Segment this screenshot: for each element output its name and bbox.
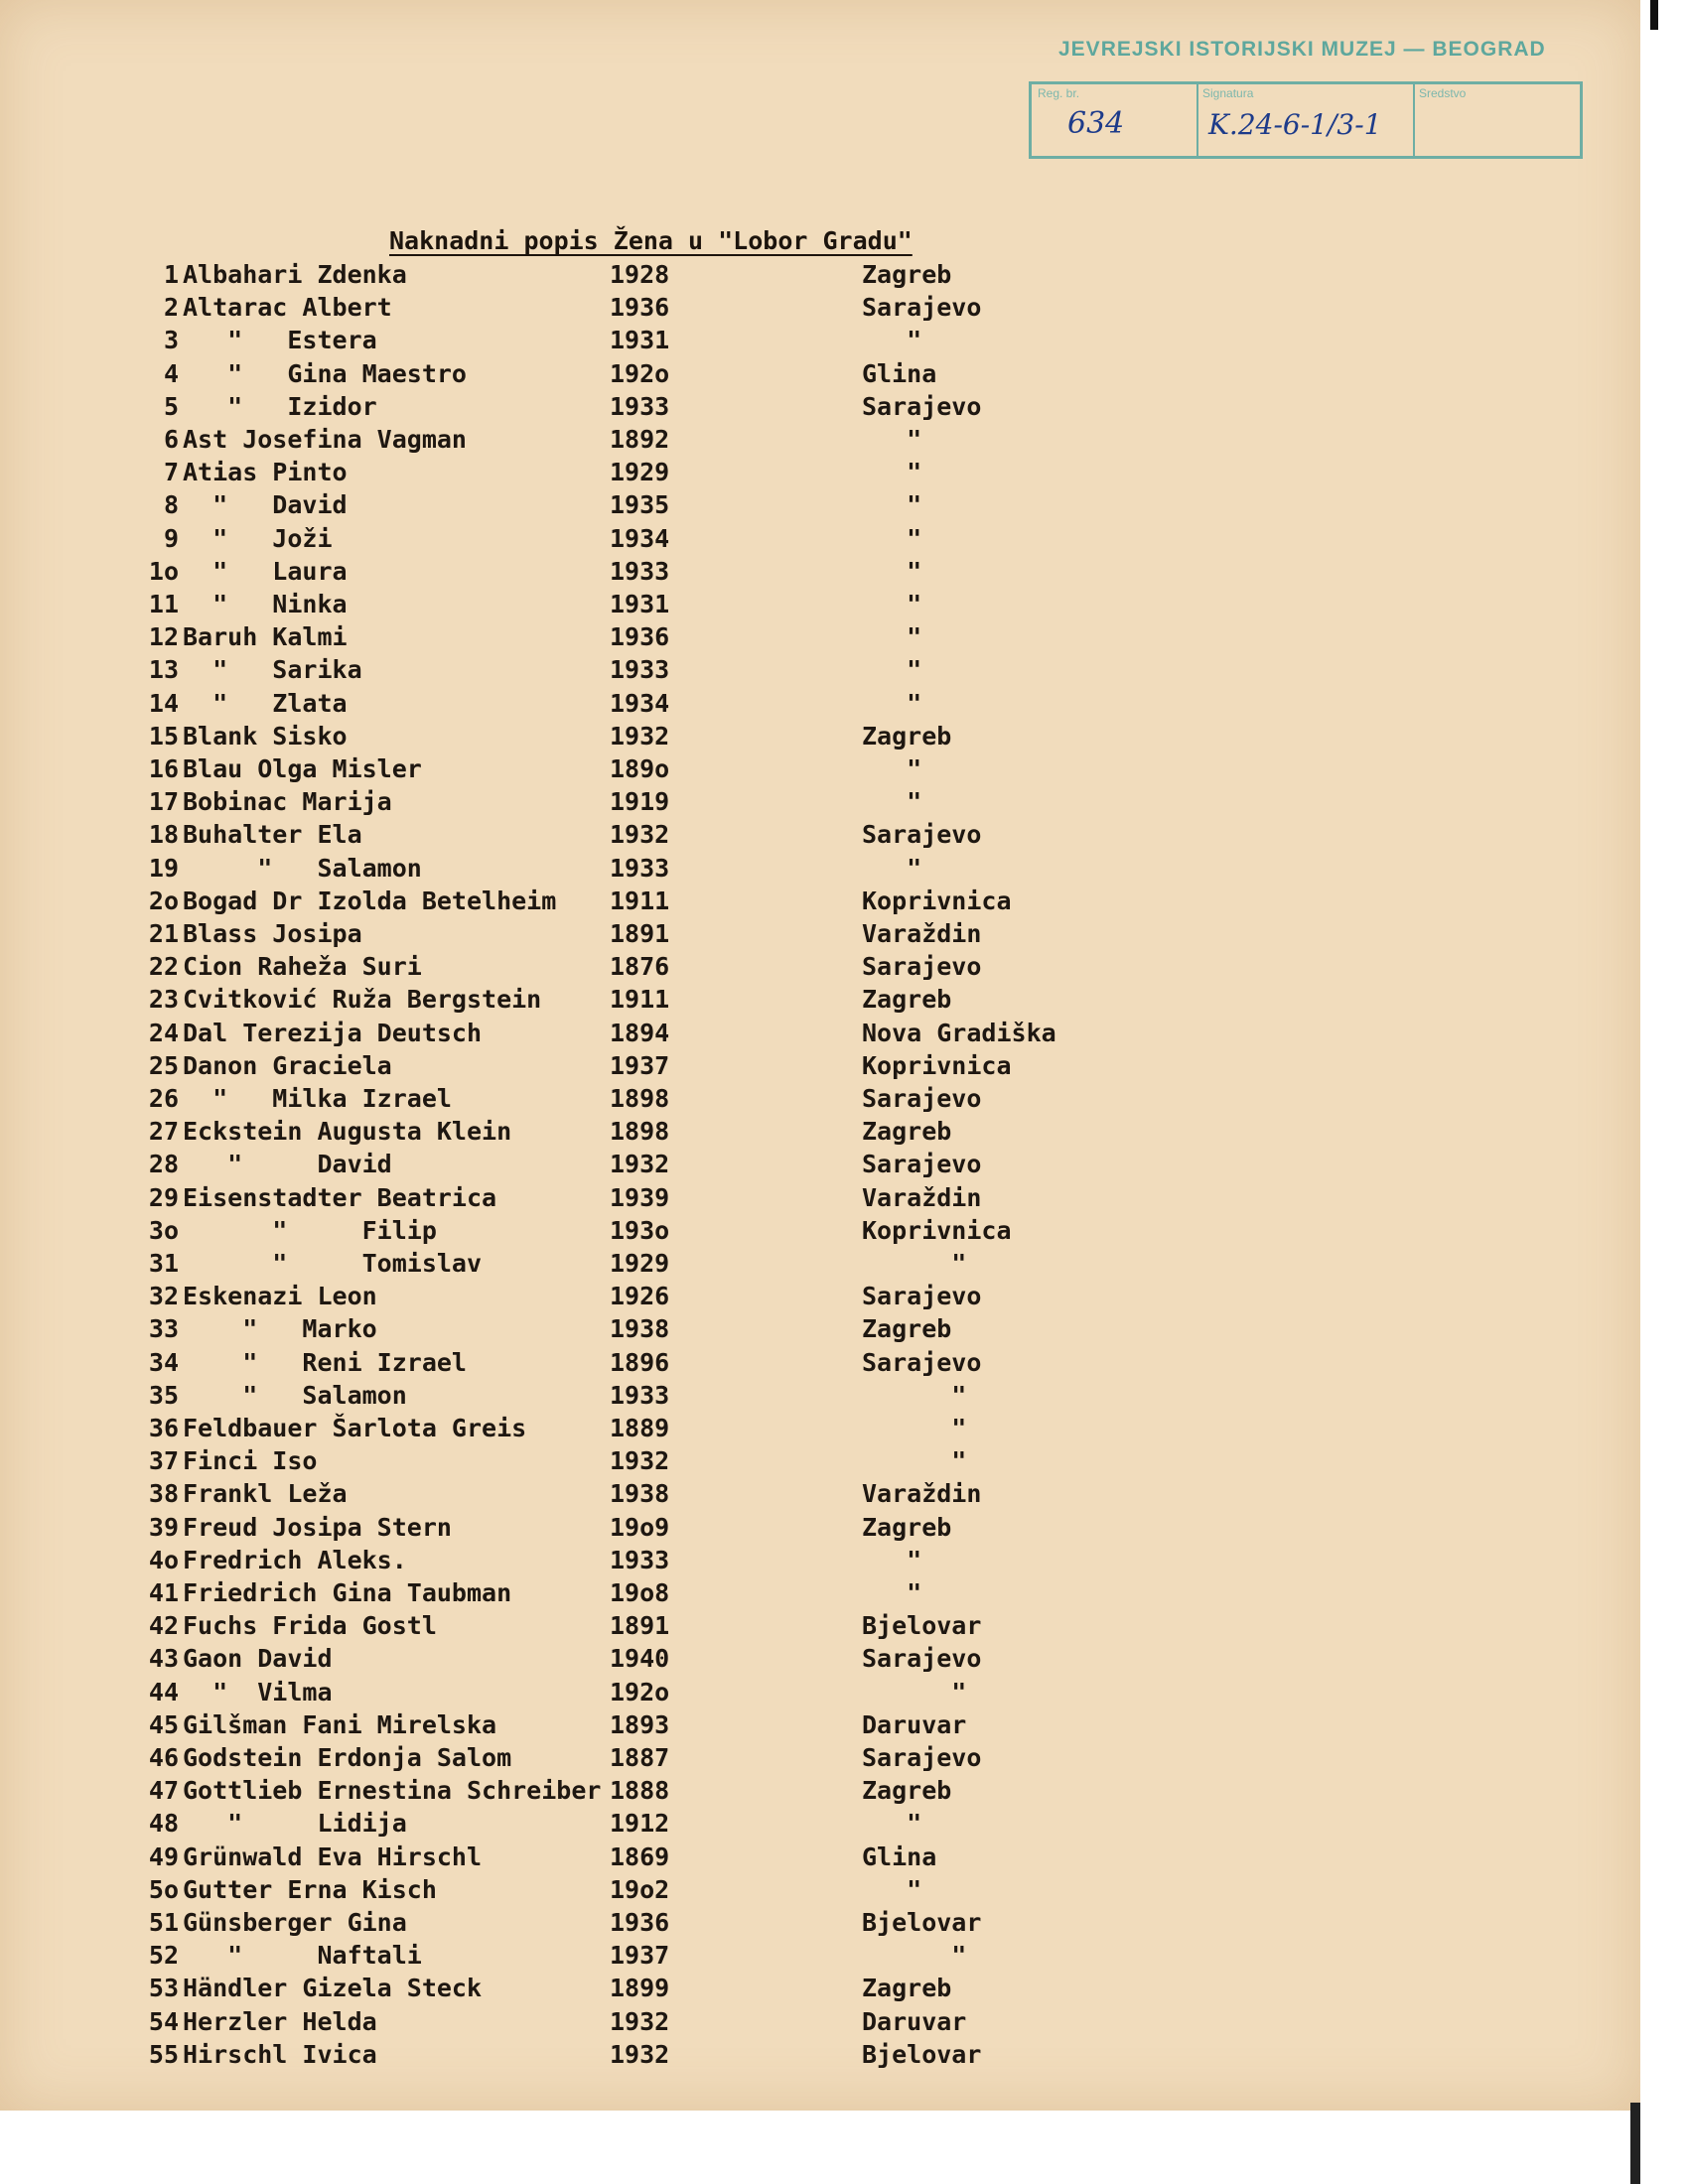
list-row bbox=[0, 1446, 1192, 1479]
document-title: Naknadni popis Žena u "Lobor Gradu" bbox=[389, 226, 913, 255]
row-year: 1932 bbox=[610, 2039, 670, 2069]
list-row bbox=[0, 590, 1192, 622]
row-place: Sarajevo bbox=[862, 1347, 982, 1377]
row-name: Eisenstadter Beatrica bbox=[183, 1182, 497, 1212]
row-name: Blau Olga Misler bbox=[183, 754, 422, 783]
row-year: 1938 bbox=[610, 1479, 670, 1509]
row-name: " Zlata bbox=[183, 688, 348, 718]
row-number: 42 bbox=[148, 1611, 179, 1641]
row-place: " bbox=[862, 590, 922, 618]
list-row bbox=[0, 1381, 1192, 1414]
row-number: 4o bbox=[148, 1545, 179, 1574]
row-name: Blass Josipa bbox=[183, 919, 362, 948]
row-place: Glina bbox=[862, 1842, 937, 1871]
row-place: Sarajevo bbox=[862, 820, 982, 850]
list-row bbox=[0, 754, 1192, 787]
row-place: Sarajevo bbox=[862, 1644, 982, 1674]
row-place: " bbox=[862, 326, 922, 355]
list-row bbox=[0, 1710, 1192, 1743]
row-name: Buhalter Ela bbox=[183, 820, 362, 850]
row-name: Dal Terezija Deutsch bbox=[183, 1018, 483, 1047]
row-year: 193o bbox=[610, 1215, 670, 1245]
row-name: Gottlieb Ernestina Schreiber bbox=[183, 1776, 602, 1806]
row-place: Varaždin bbox=[862, 1182, 982, 1212]
row-year: 1889 bbox=[610, 1414, 670, 1442]
row-place: Bjelovar bbox=[862, 1908, 982, 1937]
row-year: 1932 bbox=[610, 721, 670, 751]
row-year: 1933 bbox=[610, 556, 670, 586]
row-year: 1892 bbox=[610, 425, 670, 454]
row-name: Feldbauer Šarlota Greis bbox=[183, 1414, 527, 1442]
list-row bbox=[0, 524, 1192, 557]
list-row bbox=[0, 359, 1192, 392]
row-number: 28 bbox=[148, 1150, 179, 1179]
scan-edge-shadow bbox=[1650, 0, 1658, 30]
row-number: 54 bbox=[148, 2006, 179, 2036]
row-place: " bbox=[862, 1380, 967, 1410]
row-year: 19o8 bbox=[610, 1578, 670, 1607]
row-year: 1936 bbox=[610, 1908, 670, 1937]
row-year: 1894 bbox=[610, 1018, 670, 1047]
row-place: Sarajevo bbox=[862, 1743, 982, 1772]
list-row bbox=[0, 689, 1192, 722]
row-year: 1933 bbox=[610, 853, 670, 883]
row-number: 5 bbox=[163, 391, 179, 421]
row-number: 19 bbox=[148, 853, 179, 883]
row-place: Daruvar bbox=[862, 1709, 967, 1739]
row-number: 5o bbox=[148, 1874, 179, 1904]
row-place: Koprivnica bbox=[862, 886, 1012, 915]
list-row bbox=[0, 293, 1192, 326]
list-row bbox=[0, 326, 1192, 358]
row-name: Fredrich Aleks. bbox=[183, 1545, 407, 1574]
row-name: " Joži bbox=[183, 523, 333, 553]
row-number: 2 bbox=[163, 293, 179, 323]
row-number: 27 bbox=[148, 1117, 179, 1147]
stamp-sig-label: Signatura bbox=[1202, 86, 1254, 100]
row-number: 23 bbox=[148, 985, 179, 1015]
row-place: Zagreb bbox=[862, 260, 952, 289]
list-row bbox=[0, 2040, 1192, 2073]
row-number: 11 bbox=[148, 590, 179, 618]
row-year: 1896 bbox=[610, 1347, 670, 1377]
row-place: Varaždin bbox=[862, 1479, 982, 1509]
row-year: 1899 bbox=[610, 1974, 670, 2003]
list-row bbox=[0, 1084, 1192, 1117]
row-name: Albahari Zdenka bbox=[183, 260, 407, 289]
row-number: 44 bbox=[148, 1677, 179, 1706]
row-name: " Lidija bbox=[183, 1809, 407, 1839]
row-place: Bjelovar bbox=[862, 2039, 982, 2069]
row-number: 49 bbox=[148, 1842, 179, 1871]
row-name: Friedrich Gina Taubman bbox=[183, 1578, 512, 1607]
row-name: Gilšman Fani Mirelska bbox=[183, 1709, 497, 1739]
stamp-institution: JEVREJSKI ISTORIJSKI MUZEJ — BEOGRAD bbox=[1058, 38, 1546, 61]
row-number: 53 bbox=[148, 1974, 179, 2003]
row-place: Varaždin bbox=[862, 919, 982, 948]
list-row bbox=[0, 1743, 1192, 1776]
list-row bbox=[0, 820, 1192, 853]
row-name: Herzler Helda bbox=[183, 2006, 377, 2036]
row-name: Atias Pinto bbox=[183, 458, 348, 487]
list-row bbox=[0, 1546, 1192, 1578]
row-name: " Izidor bbox=[183, 391, 377, 421]
row-name: Bobinac Marija bbox=[183, 787, 392, 817]
list-row bbox=[0, 1249, 1192, 1282]
row-name: " Estera bbox=[183, 326, 377, 355]
row-name: Grünwald Eva Hirschl bbox=[183, 1842, 483, 1871]
list-row bbox=[0, 952, 1192, 985]
row-year: 1891 bbox=[610, 1611, 670, 1641]
row-name: " Ninka bbox=[183, 590, 348, 618]
list-row bbox=[0, 1282, 1192, 1314]
row-number: 2o bbox=[148, 886, 179, 915]
row-place: Koprivnica bbox=[862, 1050, 1012, 1080]
row-place: Sarajevo bbox=[862, 1084, 982, 1113]
row-place: Zagreb bbox=[862, 1117, 952, 1147]
row-number: 33 bbox=[148, 1314, 179, 1344]
row-number: 17 bbox=[148, 787, 179, 817]
row-place: " bbox=[862, 1677, 967, 1706]
row-number: 24 bbox=[148, 1018, 179, 1047]
row-year: 1928 bbox=[610, 260, 670, 289]
list-row bbox=[0, 1348, 1192, 1381]
row-year: 1931 bbox=[610, 590, 670, 618]
list-row bbox=[0, 392, 1192, 425]
row-place: Glina bbox=[862, 358, 937, 388]
row-year: 1933 bbox=[610, 391, 670, 421]
row-number: 13 bbox=[148, 655, 179, 685]
row-place: Zagreb bbox=[862, 985, 952, 1015]
row-year: 1869 bbox=[610, 1842, 670, 1871]
row-name: Altarac Albert bbox=[183, 293, 392, 323]
list-row bbox=[0, 1216, 1192, 1249]
row-place: Zagreb bbox=[862, 1974, 952, 2003]
row-name: Blank Sisko bbox=[183, 721, 348, 751]
row-number: 32 bbox=[148, 1282, 179, 1311]
row-year: 1936 bbox=[610, 622, 670, 652]
row-place: " bbox=[862, 1941, 967, 1971]
row-name: Händler Gizela Steck bbox=[183, 1974, 483, 2003]
list-row bbox=[0, 1678, 1192, 1710]
row-name: " Filip bbox=[183, 1215, 437, 1245]
row-year: 1932 bbox=[610, 2006, 670, 2036]
row-year: 1887 bbox=[610, 1743, 670, 1772]
row-place: Sarajevo bbox=[862, 391, 982, 421]
row-name: Günsberger Gina bbox=[183, 1908, 407, 1937]
list-row bbox=[0, 887, 1192, 919]
row-place: " bbox=[862, 523, 922, 553]
row-name: Ast Josefina Vagman bbox=[183, 425, 467, 454]
row-place: " bbox=[862, 1545, 922, 1574]
row-number: 37 bbox=[148, 1446, 179, 1476]
row-year: 1940 bbox=[610, 1644, 670, 1674]
row-name: Finci Iso bbox=[183, 1446, 318, 1476]
list-row bbox=[0, 1974, 1192, 2006]
row-number: 46 bbox=[148, 1743, 179, 1772]
list-row bbox=[0, 1117, 1192, 1150]
row-place: Zagreb bbox=[862, 1512, 952, 1542]
row-place: " bbox=[862, 655, 922, 685]
row-name: Baruh Kalmi bbox=[183, 622, 348, 652]
row-year: 192o bbox=[610, 1677, 670, 1706]
row-name: Eckstein Augusta Klein bbox=[183, 1117, 512, 1147]
row-place: " bbox=[862, 425, 922, 454]
row-place: Zagreb bbox=[862, 721, 952, 751]
list-row bbox=[0, 458, 1192, 490]
row-name: Danon Graciela bbox=[183, 1050, 392, 1080]
list-row bbox=[0, 722, 1192, 754]
row-number: 52 bbox=[148, 1941, 179, 1971]
row-number: 21 bbox=[148, 919, 179, 948]
row-place: " bbox=[862, 1578, 922, 1607]
row-year: 1938 bbox=[610, 1314, 670, 1344]
row-number: 1o bbox=[148, 556, 179, 586]
row-place: Sarajevo bbox=[862, 293, 982, 323]
row-name: " Reni Izrael bbox=[183, 1347, 467, 1377]
row-number: 38 bbox=[148, 1479, 179, 1509]
row-year: 1898 bbox=[610, 1117, 670, 1147]
row-name: " Naftali bbox=[183, 1941, 422, 1971]
row-place: " bbox=[862, 1874, 922, 1904]
stamp-third-label: Sredstvo bbox=[1419, 86, 1467, 100]
row-number: 6 bbox=[163, 425, 179, 454]
row-year: 1933 bbox=[610, 655, 670, 685]
row-name: Frankl Leža bbox=[183, 1479, 348, 1509]
row-number: 9 bbox=[163, 523, 179, 553]
list-row bbox=[0, 1809, 1192, 1842]
row-number: 12 bbox=[148, 622, 179, 652]
list-row bbox=[0, 1908, 1192, 1941]
row-place: Zagreb bbox=[862, 1314, 952, 1344]
list-row bbox=[0, 1513, 1192, 1546]
row-year: 1898 bbox=[610, 1084, 670, 1113]
row-year: 1931 bbox=[610, 326, 670, 355]
row-year: 1937 bbox=[610, 1050, 670, 1080]
row-place: Zagreb bbox=[862, 1776, 952, 1806]
row-year: 1888 bbox=[610, 1776, 670, 1806]
row-year: 1934 bbox=[610, 688, 670, 718]
list-row bbox=[0, 1019, 1192, 1051]
row-year: 1933 bbox=[610, 1380, 670, 1410]
list-row bbox=[0, 1875, 1192, 1908]
row-number: 16 bbox=[148, 754, 179, 783]
list-row bbox=[0, 1843, 1192, 1875]
row-number: 25 bbox=[148, 1050, 179, 1080]
row-year: 1929 bbox=[610, 458, 670, 487]
row-number: 3o bbox=[148, 1215, 179, 1245]
row-name: " David bbox=[183, 1150, 392, 1179]
list-row bbox=[0, 1941, 1192, 1974]
list-row bbox=[0, 2007, 1192, 2040]
row-name: " Laura bbox=[183, 556, 348, 586]
row-year: 1919 bbox=[610, 787, 670, 817]
row-number: 22 bbox=[148, 952, 179, 982]
row-place: " bbox=[862, 787, 922, 817]
row-year: 1933 bbox=[610, 1545, 670, 1574]
row-year: 1935 bbox=[610, 490, 670, 520]
row-number: 1 bbox=[163, 260, 179, 289]
row-name: " Milka Izrael bbox=[183, 1084, 452, 1113]
row-name: Hirschl Ivica bbox=[183, 2039, 377, 2069]
row-year: 1932 bbox=[610, 1150, 670, 1179]
row-year: 1911 bbox=[610, 886, 670, 915]
row-number: 48 bbox=[148, 1809, 179, 1839]
row-year: 192o bbox=[610, 358, 670, 388]
row-place: " bbox=[862, 622, 922, 652]
list-row bbox=[0, 1578, 1192, 1611]
list-row bbox=[0, 260, 1192, 293]
row-number: 14 bbox=[148, 688, 179, 718]
row-name: " David bbox=[183, 490, 348, 520]
row-name: " Gina Maestro bbox=[183, 358, 467, 388]
row-place: Sarajevo bbox=[862, 1150, 982, 1179]
row-number: 45 bbox=[148, 1709, 179, 1739]
row-name: Cion Raheža Suri bbox=[183, 952, 422, 982]
row-place: " bbox=[862, 1446, 967, 1476]
row-place: " bbox=[862, 490, 922, 520]
row-number: 36 bbox=[148, 1414, 179, 1442]
list-row bbox=[0, 622, 1192, 655]
list-row bbox=[0, 655, 1192, 688]
list-row bbox=[0, 985, 1192, 1018]
row-year: 1912 bbox=[610, 1809, 670, 1839]
row-year: 1926 bbox=[610, 1282, 670, 1311]
row-year: 1932 bbox=[610, 820, 670, 850]
row-name: Gutter Erna Kisch bbox=[183, 1874, 437, 1904]
row-place: " bbox=[862, 1249, 967, 1278]
stamp-sig-value: K.24-6-1/3-1 bbox=[1208, 108, 1382, 141]
row-place: " bbox=[862, 458, 922, 487]
row-year: 1934 bbox=[610, 523, 670, 553]
row-number: 43 bbox=[148, 1644, 179, 1674]
row-name: Gaon David bbox=[183, 1644, 333, 1674]
row-number: 31 bbox=[148, 1249, 179, 1278]
list-row bbox=[0, 1414, 1192, 1446]
row-number: 26 bbox=[148, 1084, 179, 1113]
row-year: 19o9 bbox=[610, 1512, 670, 1542]
row-number: 4 bbox=[163, 358, 179, 388]
row-number: 3 bbox=[163, 326, 179, 355]
row-place: Daruvar bbox=[862, 2006, 967, 2036]
row-place: " bbox=[862, 1414, 967, 1442]
row-place: Koprivnica bbox=[862, 1215, 1012, 1245]
list-row bbox=[0, 854, 1192, 887]
list-row bbox=[0, 1611, 1192, 1644]
list-row bbox=[0, 557, 1192, 590]
row-year: 1932 bbox=[610, 1446, 670, 1476]
row-number: 35 bbox=[148, 1380, 179, 1410]
row-number: 18 bbox=[148, 820, 179, 850]
row-name: " Marko bbox=[183, 1314, 377, 1344]
row-place: Sarajevo bbox=[862, 1282, 982, 1311]
stamp-reg-value: 634 bbox=[1067, 106, 1125, 141]
row-number: 47 bbox=[148, 1776, 179, 1806]
row-name: " Vilma bbox=[183, 1677, 333, 1706]
list-row bbox=[0, 1644, 1192, 1677]
row-year: 1929 bbox=[610, 1249, 670, 1278]
row-name: Godstein Erdonja Salom bbox=[183, 1743, 512, 1772]
row-number: 55 bbox=[148, 2039, 179, 2069]
list-row bbox=[0, 490, 1192, 523]
row-name: Eskenazi Leon bbox=[183, 1282, 377, 1311]
row-place: " bbox=[862, 754, 922, 783]
list-row bbox=[0, 1150, 1192, 1182]
row-year: 189o bbox=[610, 754, 670, 783]
row-name: " Sarika bbox=[183, 655, 362, 685]
list-row bbox=[0, 1051, 1192, 1084]
row-place: " bbox=[862, 853, 922, 883]
row-place: " bbox=[862, 688, 922, 718]
list-row bbox=[0, 1479, 1192, 1512]
row-place: Nova Gradiška bbox=[862, 1018, 1056, 1047]
row-place: Bjelovar bbox=[862, 1611, 982, 1641]
row-year: 1936 bbox=[610, 293, 670, 323]
row-year: 1893 bbox=[610, 1709, 670, 1739]
row-name: " Salamon bbox=[183, 853, 422, 883]
row-number: 39 bbox=[148, 1512, 179, 1542]
list-row bbox=[0, 1314, 1192, 1347]
stamp-reg-label: Reg. br. bbox=[1038, 86, 1080, 100]
list-row bbox=[0, 425, 1192, 458]
row-name: " Tomislav bbox=[183, 1249, 483, 1278]
scan-edge-shadow-bottom bbox=[1630, 2103, 1640, 2184]
list-row bbox=[0, 919, 1192, 952]
row-place: " bbox=[862, 1809, 922, 1839]
row-number: 15 bbox=[148, 721, 179, 751]
row-name: Freud Josipa Stern bbox=[183, 1512, 452, 1542]
row-name: Cvitković Ruža Bergstein bbox=[183, 985, 542, 1015]
row-number: 34 bbox=[148, 1347, 179, 1377]
row-year: 1876 bbox=[610, 952, 670, 982]
row-number: 8 bbox=[163, 490, 179, 520]
row-year: 1891 bbox=[610, 919, 670, 948]
row-number: 51 bbox=[148, 1908, 179, 1937]
row-number: 41 bbox=[148, 1578, 179, 1607]
row-name: Bogad Dr Izolda Betelheim bbox=[183, 886, 557, 915]
row-year: 1939 bbox=[610, 1182, 670, 1212]
row-number: 7 bbox=[163, 458, 179, 487]
row-place: " bbox=[862, 556, 922, 586]
row-name: Fuchs Frida Gostl bbox=[183, 1611, 437, 1641]
list-row bbox=[0, 1776, 1192, 1809]
row-number: 29 bbox=[148, 1182, 179, 1212]
list-row bbox=[0, 787, 1192, 820]
row-year: 1937 bbox=[610, 1941, 670, 1971]
row-year: 19o2 bbox=[610, 1874, 670, 1904]
list-row bbox=[0, 1183, 1192, 1216]
row-name: " Salamon bbox=[183, 1380, 407, 1410]
row-year: 1911 bbox=[610, 985, 670, 1015]
row-place: Sarajevo bbox=[862, 952, 982, 982]
